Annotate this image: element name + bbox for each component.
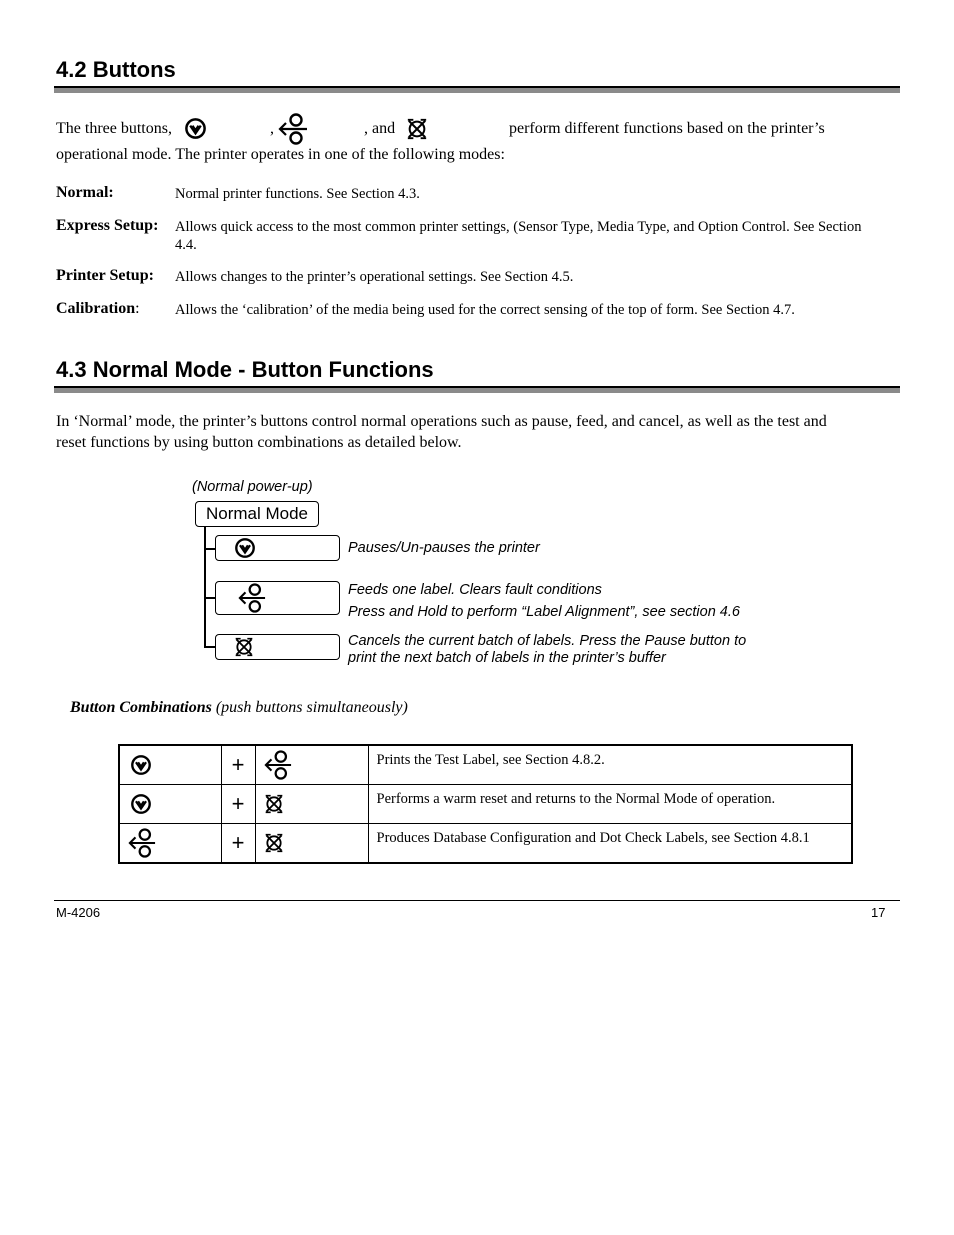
footer-page-number: 17 (871, 905, 886, 920)
mode-term-express-setup: Express Setup: (56, 217, 159, 234)
pause-icon (130, 793, 152, 815)
mode-text-normal: Normal printer functions. See Section 4.3. (175, 186, 420, 202)
pause-description: Pauses/Un-pauses the printer (348, 540, 540, 556)
cancel-description-2: print the next batch of labels in the printer’s buffer (348, 650, 666, 666)
plus-sign: + (221, 745, 255, 785)
cancel-button-box (215, 634, 340, 660)
mode-text-printer-setup: Allows changes to the printer’s operational settings. See Section 4.5. (175, 269, 574, 285)
diagram-caption: (Normal power-up) (192, 479, 313, 495)
buttons-intro-comma: , (270, 120, 274, 137)
feed-icon (238, 583, 266, 613)
pause-icon (234, 537, 256, 559)
combination-description: Performs a warm reset and returns to the Normal Mode of operation. (368, 785, 852, 824)
heading-rule (54, 86, 900, 93)
cancel-icon (406, 118, 428, 140)
pause-icon (184, 117, 207, 140)
plus-sign: + (221, 785, 255, 824)
combinations-heading-bold: Button Combinations (70, 699, 212, 716)
mode-term-printer-setup: Printer Setup: (56, 267, 154, 284)
mode-text-calibration: Allows the ‘calibration’ of the media being used for the correct sensing of the top of form. See Section 4.7. (175, 302, 795, 318)
feed-description-2: Press and Hold to perform “Label Alignment”, see section 4.6 (348, 604, 740, 620)
feed-icon (264, 750, 292, 780)
plus-sign: + (221, 824, 255, 864)
section-4-2-title: 4.2 Buttons (56, 57, 176, 82)
button-combinations-table (118, 744, 853, 864)
table-row (119, 745, 852, 785)
table-row (119, 785, 852, 824)
mode-term-calibration (56, 300, 140, 318)
cancel-description-1: Cancels the current batch of labels. Press the Pause button to (348, 633, 747, 649)
mode-term-calibration-colon: : (135, 300, 140, 317)
cancel-icon (234, 637, 254, 657)
buttons-intro-part1: The three buttons, (56, 120, 172, 137)
section-4-3-title: 4.3 Normal Mode - Button Functions (56, 357, 434, 382)
buttons-intro-line2: operational mode. The printer operates in one of the following modes: (56, 146, 505, 163)
feed-description-1: Feeds one label. Clears fault conditions (348, 582, 602, 598)
tree-line (204, 527, 206, 647)
table-row (119, 824, 852, 864)
combinations-heading-note: (push buttons simultaneously) (211, 699, 408, 716)
mode-text-express-setup: Allows quick access to the most common printer settings, (Sensor Type, Media Type, and Option Control. See Section 4.4. (175, 219, 862, 253)
cancel-icon (264, 794, 284, 814)
normal-intro-line1: In ‘Normal’ mode, the printer’s buttons control normal operations such as pause, feed, and cancel, as well as the test and (56, 413, 827, 430)
pause-icon (130, 754, 152, 776)
footer-doc-id: M-4206 (56, 905, 101, 920)
mode-term-normal: Normal: (56, 184, 114, 201)
combinations-heading (70, 699, 408, 717)
normal-mode-box: Normal Mode (195, 501, 319, 527)
feed-icon (128, 828, 156, 858)
normal-intro-line2: reset functions by using button combinations as detailed below. (56, 434, 462, 451)
cancel-icon (264, 833, 284, 853)
heading-rule (54, 386, 900, 393)
footer-rule (54, 900, 900, 901)
feed-button-box (215, 581, 340, 615)
mode-term-calibration-label: Calibration (56, 300, 136, 317)
feed-icon (278, 113, 308, 145)
buttons-intro-part2: perform different functions based on the printer’s (509, 120, 825, 137)
combination-description: Prints the Test Label, see Section 4.8.2. (368, 745, 852, 785)
buttons-intro-and: , and (364, 120, 396, 137)
combination-description: Produces Database Configuration and Dot Check Labels, see Section 4.8.1 (368, 824, 852, 864)
pause-button-box (215, 535, 340, 561)
